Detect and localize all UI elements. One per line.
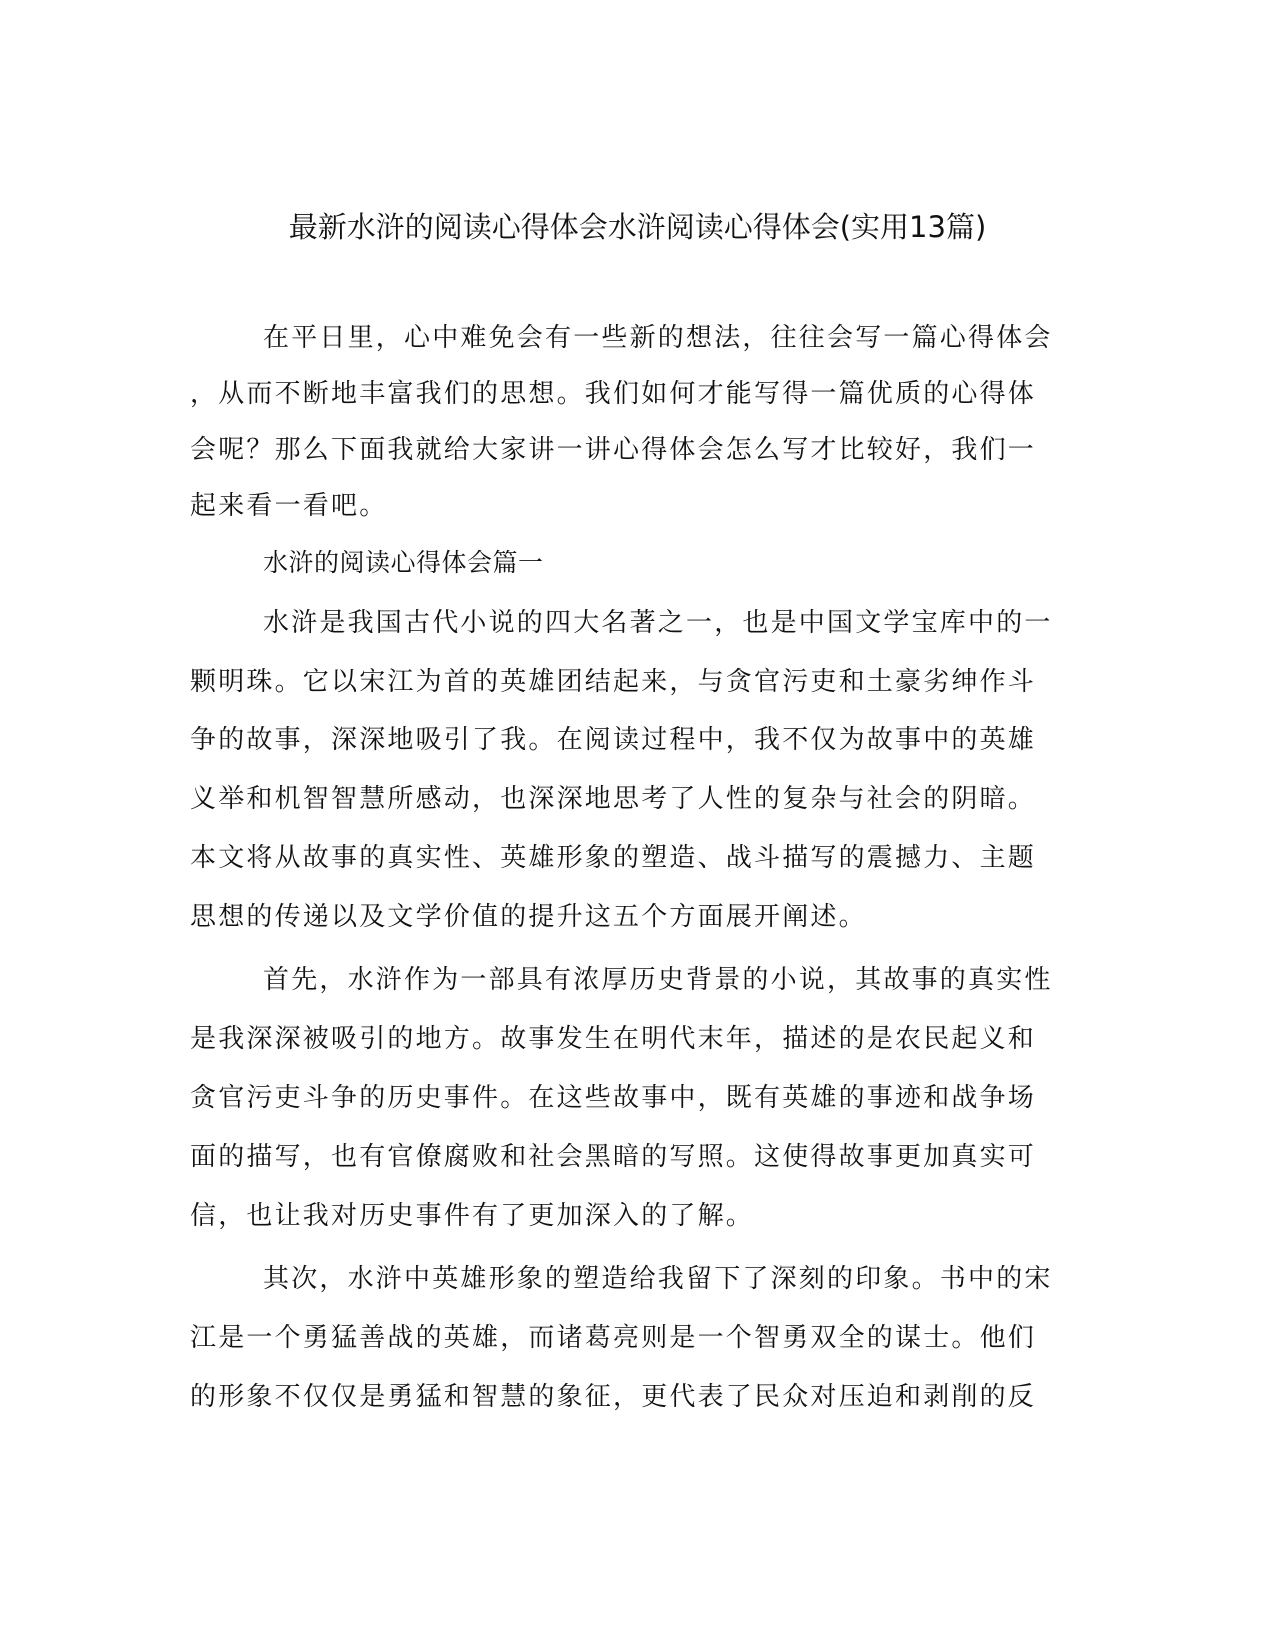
paragraph-line: 思想的传递以及文学价值的提升这五个方面展开阐述。 xyxy=(190,902,867,932)
paragraph-line: 其次，水浒中英雄形象的塑造给我留下了深刻的印象。书中的宋 xyxy=(263,1264,1053,1294)
document-title: 最新水浒的阅读心得体会水浒阅读心得体会(实用13篇) xyxy=(288,210,987,244)
paragraph-line: 面的描写，也有官僚腐败和社会黑暗的写照。这使得故事更加真实可 xyxy=(190,1142,1037,1172)
paragraph-line: 本文将从故事的真实性、英雄形象的塑造、战斗描写的震撼力、主题 xyxy=(190,843,1037,873)
paragraph-line: 信，也让我对历史事件有了更加深入的了解。 xyxy=(190,1201,755,1231)
paragraph-line: 贪官污吏斗争的历史事件。在这些故事中，既有英雄的事迹和战争场 xyxy=(190,1083,1037,1113)
intro-line: 会呢？那么下面我就给大家讲一讲心得体会怎么写才比较好，我们一 xyxy=(190,435,1037,465)
paragraph-line: 水浒是我国古代小说的四大名著之一，也是中国文学宝库中的一 xyxy=(263,608,1053,638)
paragraph-line: 首先，水浒作为一部具有浓厚历史背景的小说，其故事的真实性 xyxy=(263,965,1053,995)
section-heading: 水浒的阅读心得体会篇一 xyxy=(263,548,544,577)
paragraph-line: 义举和机智智慧所感动，也深深地思考了人性的复杂与社会的阴暗。 xyxy=(190,784,1037,814)
paragraph-line: 颗明珠。它以宋江为首的英雄团结起来，与贪官污吏和土豪劣绅作斗 xyxy=(190,667,1037,697)
paragraph-line: 的形象不仅仅是勇猛和智慧的象征，更代表了民众对压迫和剥削的反 xyxy=(190,1382,1037,1412)
paragraph-line: 江是一个勇猛善战的英雄，而诸葛亮则是一个智勇双全的谋士。他们 xyxy=(190,1323,1037,1353)
intro-line: ，从而不断地丰富我们的思想。我们如何才能写得一篇优质的心得体 xyxy=(190,379,1037,409)
intro-line: 在平日里，心中难免会有一些新的想法，往往会写一篇心得体会 xyxy=(263,323,1053,353)
intro-line: 起来看一看吧。 xyxy=(190,491,388,521)
paragraph-line: 争的故事，深深地吸引了我。在阅读过程中，我不仅为故事中的英雄 xyxy=(190,725,1037,755)
paragraph-line: 是我深深被吸引的地方。故事发生在明代末年，描述的是农民起义和 xyxy=(190,1024,1037,1054)
